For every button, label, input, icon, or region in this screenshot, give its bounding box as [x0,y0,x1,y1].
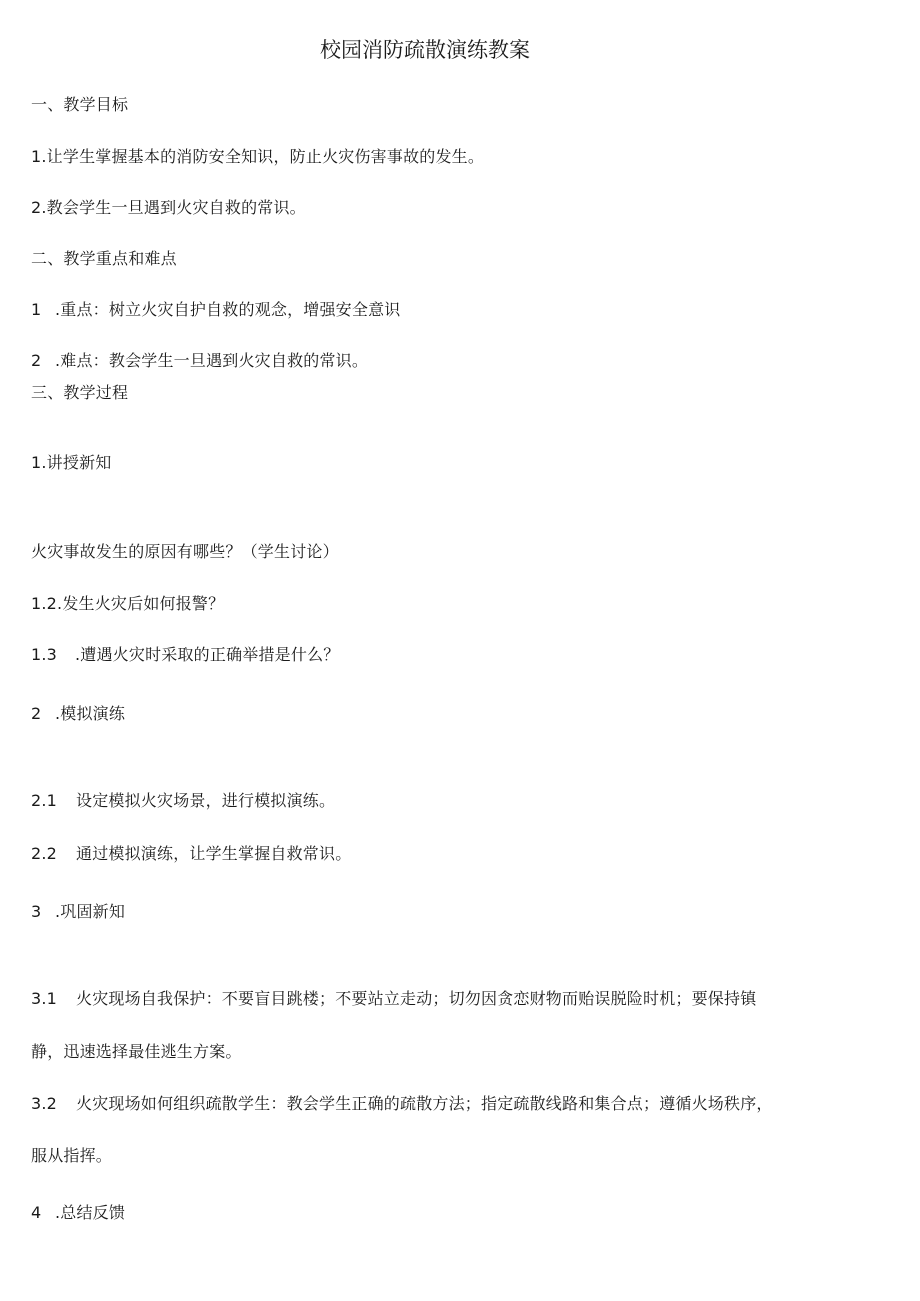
item-text: .总结反馈 [55,1203,126,1222]
sub-question-1-2: 1.2.发生火灾后如何报警？ [31,594,225,613]
section-heading-key-points: 二、教学重点和难点 [31,249,177,268]
item-number: 2 [31,704,42,723]
item-text: .模拟演练 [55,704,126,723]
item-number: 3 [31,902,42,921]
page-title: 校园消防疏散演练教案 [320,38,530,62]
sub-item-2-1 [31,789,335,813]
objective-item-2: 2.教会学生一旦遇到火灾自救的常识。 [31,198,306,217]
item-text: .重点：树立火灾自护自救的观念，增强安全意识 [55,300,401,319]
process-step-4 [31,1201,125,1225]
item-text: 火灾现场自我保护：不要盲目跳楼；不要站立走动；切勿因贪恋财物而贻误脱险时机；要保持镇 [76,989,757,1008]
sub-item-3-2 [31,1092,773,1116]
discussion-question: 火灾事故发生的原因有哪些？（学生讨论） [31,542,339,561]
item-number: 3.1 [31,989,58,1008]
item-number: 2.1 [31,791,58,810]
item-number: 2 [31,351,42,370]
item-number: 2.2 [31,844,58,863]
item-text: .遭遇火灾时采取的正确举措是什么？ [75,645,340,664]
key-point-item [31,298,401,322]
section-heading-process: 三、教学过程 [31,383,129,402]
sub-item-3-1-continued: 静，迅速选择最佳逃生方案。 [31,1042,242,1061]
item-number: 1.3 [31,645,58,664]
item-text: 设定模拟火灾场景，进行模拟演练。 [76,791,336,810]
item-text: 火灾现场如何组织疏散学生：教会学生正确的疏散方法；指定疏散线路和集合点；遵循火场秩序， [76,1094,773,1113]
sub-item-3-1 [31,987,756,1011]
sub-item-2-2 [31,842,351,866]
sub-question-1-3 [31,643,340,667]
section-heading-objectives: 一、教学目标 [31,95,129,114]
objective-item-1: 1.让学生掌握基本的消防安全知识，防止火灾伤害事故的发生。 [31,147,485,166]
process-step-1: 1.讲授新知 [31,453,112,472]
sub-item-3-2-continued: 服从指挥。 [31,1146,113,1165]
item-text: 通过模拟演练，让学生掌握自救常识。 [76,844,352,863]
process-step-2 [31,702,125,726]
difficulty-item [31,349,368,373]
item-number: 1 [31,300,42,319]
item-number: 3.2 [31,1094,58,1113]
item-number: 4 [31,1203,42,1222]
item-text: .难点：教会学生一旦遇到火灾自救的常识。 [55,351,369,370]
item-text: .巩固新知 [55,902,126,921]
process-step-3 [31,900,125,924]
